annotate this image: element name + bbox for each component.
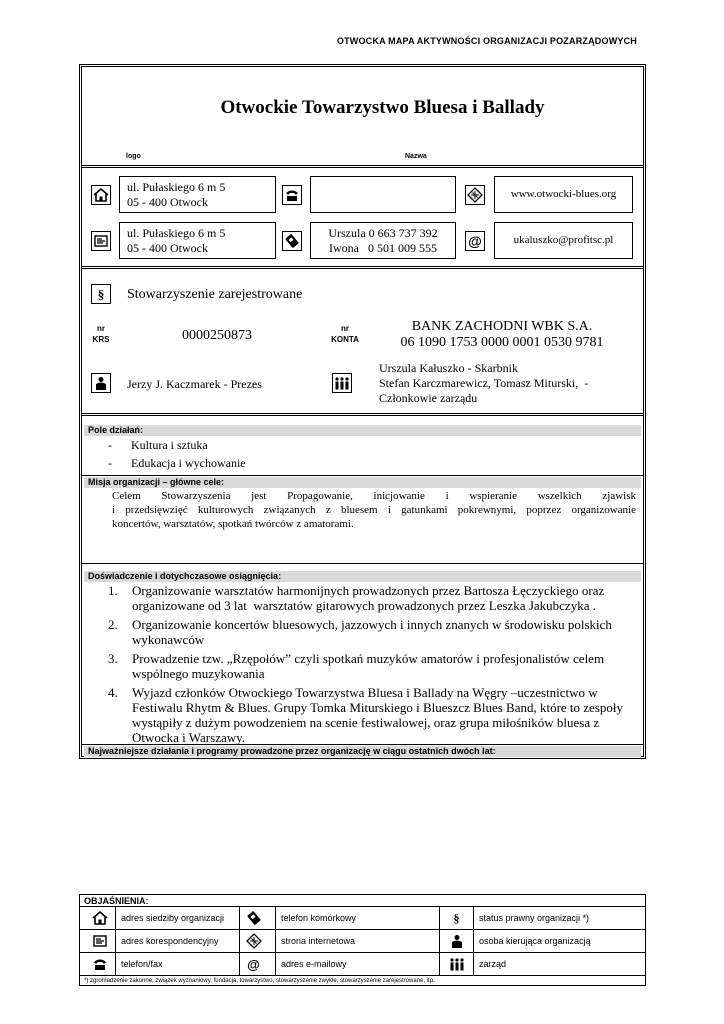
home-icon xyxy=(86,907,114,929)
website-icon xyxy=(239,930,267,952)
legend-cell: status prawny organizacji *) xyxy=(473,907,646,929)
legend-heading: OBJAŚNIENIA: xyxy=(84,896,149,906)
achievement-2-line1: Organizowanie koncertów bluesowych, jazzowych i innych znanych w środowisku polskich xyxy=(132,617,612,632)
mobile-line2: Iwona 0 501 009 555 xyxy=(329,241,437,255)
page-header-title: OTWOCKA MAPA AKTYWNOŚCI ORGANIZACJI POZARZĄDOWYCH xyxy=(336,36,637,46)
email-icon: @ xyxy=(239,953,267,975)
correspondence-icon xyxy=(86,930,114,952)
correspondence-icon xyxy=(91,231,111,251)
table-row xyxy=(80,952,645,975)
fields-heading: Pole działań: xyxy=(84,425,641,436)
seat-address-box xyxy=(119,176,276,213)
list-item xyxy=(108,685,633,745)
achievements-heading: Doświadczenie i dotychczasowe osiągnięcia: xyxy=(84,571,641,582)
bank-name: BANK ZACHODNI WBK S.A. xyxy=(411,319,593,334)
corr-address-line2: 05 - 400 Otwock xyxy=(127,241,208,255)
corr-address-line1: ul. Pułaskiego 6 m 5 xyxy=(127,226,226,240)
legend-cell: adres korespondencyjny xyxy=(115,930,239,952)
home-icon xyxy=(91,185,111,205)
achievement-2-line2: wykonawców xyxy=(132,632,205,647)
achievement-1-line2: organizowane od 3 lat warsztatów gitarowych prowadzonych przez Leszka Jakubczyka . xyxy=(132,598,596,613)
email-icon: @ xyxy=(465,231,485,251)
achievements-list xyxy=(108,583,633,745)
name-label: Nazwa xyxy=(405,153,427,160)
achievement-num-4: 4. xyxy=(108,685,118,700)
krs-label-line1: nr xyxy=(97,324,105,333)
legend-table xyxy=(79,894,646,986)
list-item xyxy=(108,583,633,613)
seat-address-line2: 05 - 400 Otwock xyxy=(127,195,208,209)
mission-text xyxy=(112,489,636,531)
email-value[interactable]: ukaluszko@profitsc.pl xyxy=(494,222,633,259)
mobile-phone-icon xyxy=(239,907,267,929)
phone-fax-icon xyxy=(282,185,302,205)
legend-footnote-row xyxy=(80,975,645,986)
organization-name: Otwockie Towarzystwo Bluesa i Ballady xyxy=(220,97,545,118)
list-item xyxy=(108,617,633,647)
achievement-num-2: 2. xyxy=(108,617,118,632)
person-icon xyxy=(91,373,111,393)
achievement-num-3: 3. xyxy=(108,651,118,666)
achievement-num-1: 1. xyxy=(108,583,118,598)
phone-fax-icon xyxy=(86,953,114,975)
legend-cell: telefon komórkowy xyxy=(275,907,439,929)
legal-status: Stowarzyszenie zarejestrowane xyxy=(127,287,303,302)
board-line3: Członkowie zarządu xyxy=(379,391,478,405)
legend-cell: strona internetowa xyxy=(275,930,439,952)
legal-status-icon: § xyxy=(439,907,473,929)
website-value[interactable]: www.otwocki-blues.org xyxy=(494,176,633,213)
seat-address-line1: ul. Pułaskiego 6 m 5 xyxy=(127,180,226,194)
correspondence-address-box xyxy=(119,222,276,259)
legend-footnote: *) zgromadzenie zakonne, związek wyznaniowy, fundacja, towarzystwo, stowarzyszenie zwykłe, stowarzyszenie zarejestrowane, itp. xyxy=(84,978,435,984)
account-label-line2: KONTA xyxy=(331,335,359,344)
achievement-4-line3: wystąpiły z dużym powodzeniem na scenie festiwalowej, oraz grupa miłośników bluesa z xyxy=(132,715,600,730)
mission-line2: i przedsięwzięć kulturowych związanych z bluesem i gatunkami pokrewnymi, poprzez organizowanie xyxy=(112,504,636,516)
achievement-1-line1: Organizowanie warsztatów harmonijnych prowadzonych przez Bartosza Łęczyckiego oraz xyxy=(132,583,605,598)
mobile-box xyxy=(310,222,456,259)
legend-cell: telefon/fax xyxy=(115,953,239,975)
list-item xyxy=(108,651,633,681)
mission-line1: Celem Stowarzyszenia jest Propagowanie, inicjowanie i wspieranie wszelkich zjawisk xyxy=(112,490,636,502)
krs-label-line2: KRS xyxy=(92,335,110,344)
achievement-3-line1: Prowadzenie tzw. „Rzępołów” czyli spotkań muzyków amatorów i profesjonalistów celem xyxy=(132,651,605,666)
head-person: Jerzy J. Kaczmarek - Prezes xyxy=(127,377,262,391)
account-label xyxy=(328,323,362,345)
mission-heading: Misja organizacji – główne cele: xyxy=(84,477,641,488)
website-icon xyxy=(465,185,485,205)
person-icon xyxy=(439,930,473,952)
list-item: - Kultura i sztuka xyxy=(108,438,246,456)
mobile-line1: Urszula 0 663 737 392 xyxy=(328,226,438,240)
legend-cell: osoba kierująca organizacją xyxy=(473,930,646,952)
account-number: 06 1090 1753 0000 0001 0530 9781 xyxy=(400,335,604,350)
logo-label: logo xyxy=(126,153,141,160)
board-icon xyxy=(332,373,352,393)
legend-cell: adres e-mailowy xyxy=(275,953,439,975)
phone-fax-box xyxy=(310,176,456,213)
table-row xyxy=(80,906,645,929)
achievement-4-line4: Otwocka i Warszawy. xyxy=(132,730,246,745)
legend-cell: adres siedziby organizacji xyxy=(115,907,239,929)
account-label-line1: nr xyxy=(341,324,349,333)
legend-cell: zarząd xyxy=(473,953,646,975)
achievement-4-line2: Festiwalu Rhytm & Blues. Grupy Tomka Miturskiego i Blueszcz Blues Band, które to zespoły xyxy=(132,700,623,715)
field-item-2: Edukacja i wychowanie xyxy=(131,456,246,470)
board-line1: Urszula Kałuszko - Skarbnik xyxy=(379,361,518,375)
fields-list xyxy=(108,438,246,474)
field-item-1: Kultura i sztuka xyxy=(131,438,208,452)
list-item: - Edukacja i wychowanie xyxy=(108,456,246,474)
legal-status-icon: § xyxy=(91,284,111,304)
programs-heading: Najważniejsze działania i programy prowadzone przez organizację w ciągu ostatnich dwóch lat: xyxy=(84,746,641,757)
table-row xyxy=(80,929,645,952)
organization-card xyxy=(79,64,646,759)
achievement-4-line1: Wyjazd członków Otwockiego Towarzystwa Bluesa i Ballady na Węgry –uczestnictwo w xyxy=(132,685,598,700)
krs-number: 0000250873 xyxy=(182,328,252,343)
board-icon xyxy=(439,953,473,975)
board-members xyxy=(379,361,588,406)
bank-account xyxy=(372,319,632,351)
mission-line3: koncertów, warsztatów, spotkań twórców z amatorami. xyxy=(112,518,354,530)
achievement-3-line2: wspólnego muzykowania xyxy=(132,666,265,681)
board-line2: Stefan Karczmarewicz, Tomasz Miturski, - xyxy=(379,376,589,390)
mobile-phone-icon xyxy=(282,231,302,251)
krs-label xyxy=(86,323,116,345)
